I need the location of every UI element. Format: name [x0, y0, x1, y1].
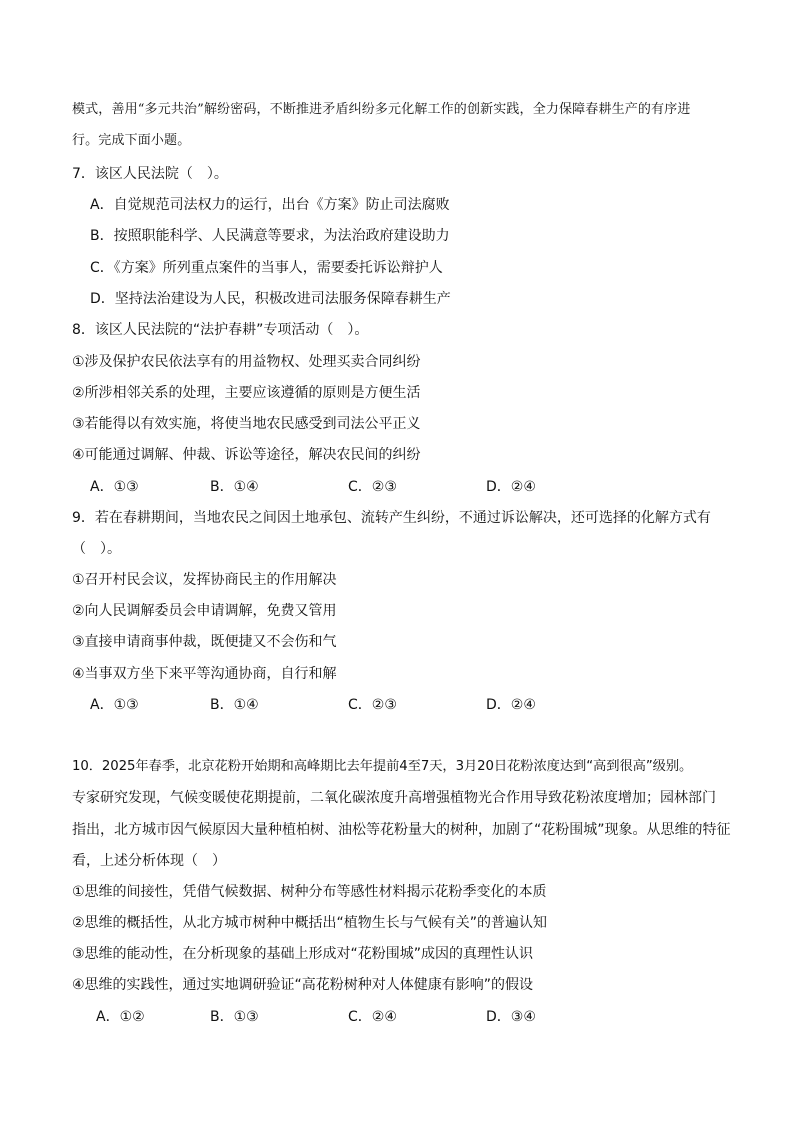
q10-choice-c: C．②④ [348, 1009, 397, 1025]
q9-choice-d: D．②④ [486, 697, 536, 713]
q10-statement-2: ②思维的概括性，从北方城市树种中概括出“植物生长与气候有关”的普遍认知 [72, 915, 548, 931]
q7-option-d: D．坚持法治建设为人民，积极改进司法服务保障春耕生产 [90, 291, 451, 307]
q9-choice-a: A．①③ [90, 697, 139, 713]
q9-choice-b: B．①④ [210, 697, 259, 713]
q10-choice-b: B．①③ [210, 1009, 259, 1025]
q8-choice-b: B．①④ [210, 479, 259, 495]
q10-stem-line-4: 看，上述分析体现（ ） [72, 853, 226, 869]
q8-statement-1: ①涉及保护农民依法享有的用益物权、处理买卖合同纠纷 [72, 354, 421, 370]
q9-statement-2: ②向人民调解委员会申请调解，免费又管用 [72, 603, 337, 619]
q8-statement-4: ④可能通过调解、仲裁、诉讼等途径，解决农民间的纠纷 [72, 447, 421, 463]
q10-statement-3: ③思维的能动性，在分析现象的基础上形成对“花粉围城”成因的真理性认识 [72, 946, 534, 962]
intro-line-2: 行。完成下面小题。 [72, 133, 191, 148]
q10-choice-a: A．①② [96, 1009, 145, 1025]
q8-choice-a: A．①③ [90, 479, 139, 495]
q7-stem: 7．该区人民法院（ ）。 [72, 166, 228, 182]
q9-statement-1: ①召开村民会议，发挥协商民主的作用解决 [72, 572, 337, 588]
q8-statement-2: ②所涉相邻关系的处理，主要应该遵循的原则是方便生活 [72, 385, 421, 401]
q9-choice-c: C．②③ [348, 697, 397, 713]
q9-stem-line-1: 9．若在春耕期间，当地农民之间因土地承包、流转产生纠纷，不通过诉讼解决，还可选择的化解方式有 [72, 510, 711, 526]
q7-option-b: B．按照职能科学、人民满意等要求，为法治政府建设助力 [90, 228, 450, 244]
q10-statement-4: ④思维的实践性，通过实地调研验证“高花粉树种对人体健康有影响”的假设 [72, 977, 534, 993]
q9-stem-line-2: （ ）。 [72, 541, 121, 557]
q7-option-c: C．《方案》所列重点案件的当事人，需要委托诉讼辩护人 [90, 260, 443, 276]
q9-statement-4: ④当事双方坐下来平等沟通协商，自行和解 [72, 666, 337, 682]
q8-choice-c: C．②③ [348, 479, 397, 495]
q7-option-a: A．自觉规范司法权力的运行，出台《方案》防止司法腐败 [90, 197, 450, 213]
q10-stem-line-3: 指出，北方城市因气候原因大量种植柏树、油松等花粉量大的树种，加剧了“花粉围城”现象。从思维的特征 [72, 822, 731, 838]
q8-choice-d: D．②④ [486, 479, 536, 495]
q9-statement-3: ③直接申请商事仲裁，既便捷又不会伤和气 [72, 634, 337, 650]
q8-statement-3: ③若能得以有效实施，将使当地农民感受到司法公平正义 [72, 416, 421, 432]
q10-stem-line-2: 专家研究发现，气候变暖使花期提前，二氧化碳浓度升高增强植物光合作用导致花粉浓度增加；园林部门 [72, 790, 716, 806]
q10-choice-d: D．③④ [486, 1009, 536, 1025]
q8-stem: 8．该区人民法院的“法护春耕”专项活动（ ）。 [72, 322, 369, 338]
q10-stem-line-1: 10．2025年春季，北京花粉开始期和高峰期比去年提前4至7天，3月20日花粉浓度达到“高到很高”级别。 [72, 759, 693, 774]
q10-statement-1: ①思维的间接性，凭借气候数据、树种分布等感性材料揭示花粉季变化的本质 [72, 884, 547, 900]
intro-line-1: 模式，善用“多元共治”解纷密码，不断推进矛盾纠纷多元化解工作的创新实践，全力保障春耕生产的有序进 [72, 102, 691, 117]
